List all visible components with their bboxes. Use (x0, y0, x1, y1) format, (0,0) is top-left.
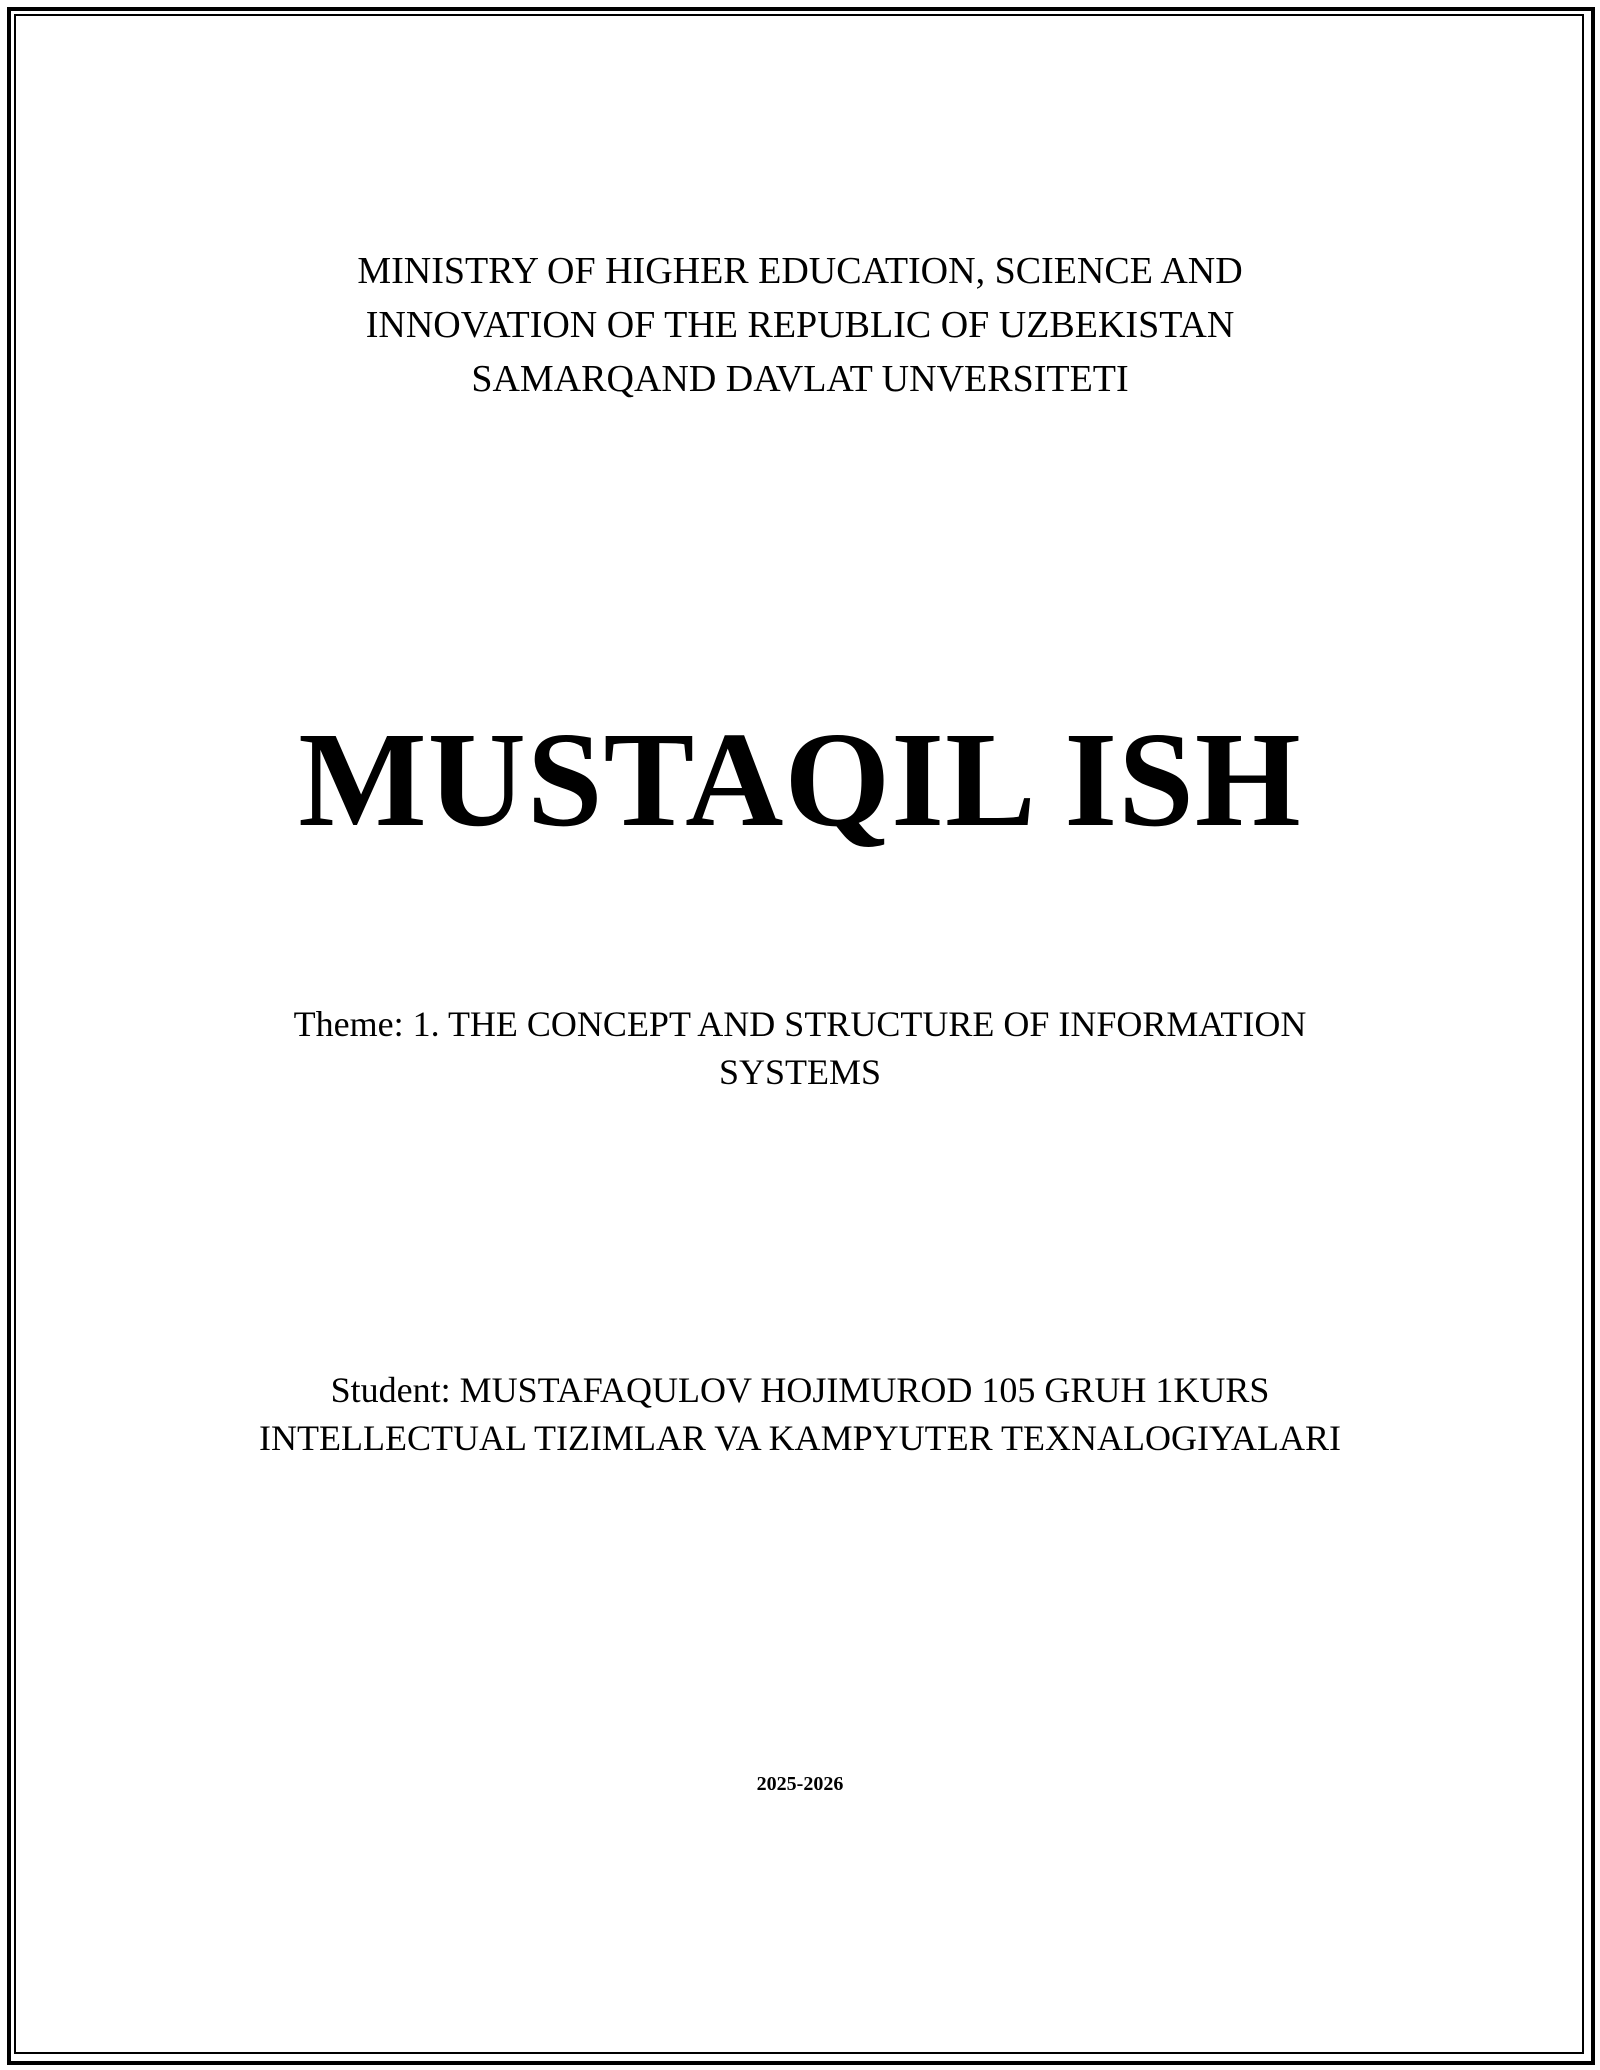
student-block (0, 1366, 1600, 1462)
ministry-header (0, 244, 1600, 406)
document-title: MUSTAQIL ISH (298, 705, 1302, 855)
ministry-line-2: INNOVATION OF THE REPUBLIC OF UZBEKISTAN (365, 304, 1235, 346)
academic-year: 2025-2026 (756, 1773, 844, 1795)
university-name: SAMARQAND DAVLAT UNVERSITETI (471, 358, 1129, 400)
theme-block (0, 1000, 1600, 1096)
theme-line-2: SYSTEMS (718, 1052, 882, 1092)
theme-line-1: Theme: 1. THE CONCEPT AND STRUCTURE OF INFORMATION (293, 1004, 1307, 1044)
ministry-line-1: MINISTRY OF HIGHER EDUCATION, SCIENCE AND (357, 250, 1243, 292)
student-line-2: INTELLECTUAL TIZIMLAR VA KAMPYUTER TEXNALOGIYALARI (259, 1418, 1341, 1458)
student-line-1: Student: MUSTAFAQULOV HOJIMUROD 105 GRUH 1KURS (330, 1370, 1270, 1410)
